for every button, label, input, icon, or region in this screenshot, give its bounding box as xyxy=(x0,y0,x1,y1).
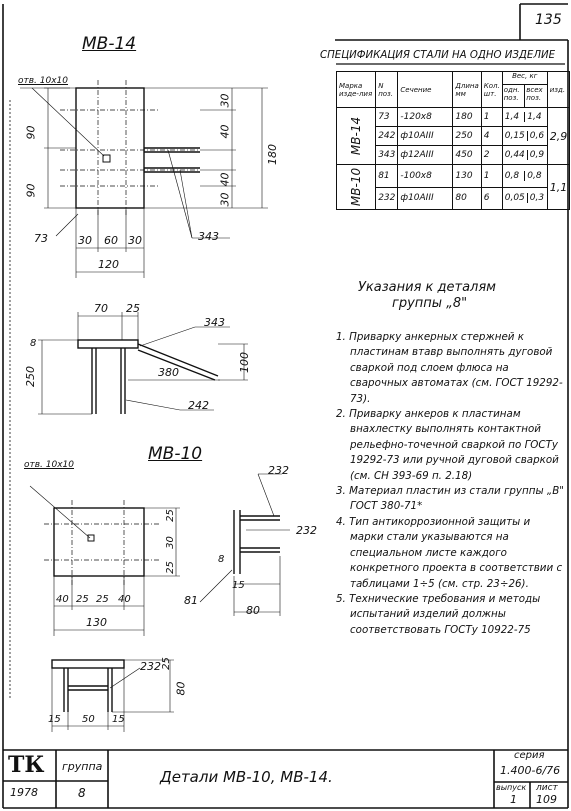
leader-label: 242 xyxy=(188,399,209,412)
table-cell: -100х8 xyxy=(398,165,453,188)
table-cell: 2 xyxy=(481,146,502,165)
dim: 130 xyxy=(86,616,107,629)
spec-header-ves xyxy=(502,72,547,108)
note-item: 1. Приварку анкерных стержней к пластинам втавр выполнять дуговой сваркой под слоем флюса на сварочных автоматах (см. ГОСТ 19292-73). xyxy=(336,331,563,405)
dim: 30 xyxy=(218,93,232,108)
drawing-title: Детали МВ-10, МВ-14. xyxy=(160,768,333,786)
mb14-side-plate xyxy=(78,340,138,348)
notes-list xyxy=(336,330,566,638)
tk-label: ТК xyxy=(8,752,45,778)
table-cell: 1,4 xyxy=(503,112,526,122)
spec-marka-mb10: МВ-10 xyxy=(349,167,364,207)
sheet-label: лист xyxy=(536,783,558,793)
table-cell: 130 xyxy=(453,165,481,188)
table-cell: 232 xyxy=(376,187,398,210)
dim: 80 xyxy=(174,681,188,696)
notes-heading-line2: группы „8" xyxy=(392,296,468,311)
leader-label: 232 xyxy=(140,660,161,673)
note-item: 2. Приварку анкеров к пластинам внахлестку выполнять контактной рельефно-точечной сваркой по ГОСТу 19292-73 или ручной дуговой сваркой (см. СН 393-69 п. 2.18) xyxy=(336,408,559,482)
mb14-hole-label: отв. 10х10 xyxy=(18,76,69,86)
note-item: 3. Материал пластин из стали группы „В" ГОСТ 380-71* xyxy=(336,485,564,513)
leader-label: 232 xyxy=(268,464,289,477)
table-cell: 0,8 xyxy=(503,171,526,181)
year: 1978 xyxy=(10,786,38,799)
table-cell: 0,8 xyxy=(527,170,542,181)
spec-table xyxy=(336,71,570,210)
dim: 25 xyxy=(164,509,176,522)
table-cell: 0,44 xyxy=(503,150,528,160)
dim: 80 xyxy=(246,604,260,617)
leader-label: 232 xyxy=(296,524,317,537)
spec-header-odn: одн. поз. xyxy=(503,85,526,107)
mb14-title: МВ-14 xyxy=(82,34,137,54)
issue-label: выпуск xyxy=(496,783,527,792)
dim: 15 xyxy=(232,580,245,591)
spec-header-vseh: всех поз. xyxy=(526,86,543,102)
spec-header-kol: Кол. шт. xyxy=(481,72,502,108)
dim: 100 xyxy=(238,352,251,373)
table-cell: 0,15 xyxy=(503,131,528,141)
leader-label: 73 xyxy=(34,232,48,245)
table-cell: ф10АIII xyxy=(398,127,453,146)
leader-label: 343 xyxy=(198,230,219,243)
series-value: 1.400-6/76 xyxy=(500,764,561,777)
spec-total-mb14: 2,9 xyxy=(547,108,570,165)
series-label: серия xyxy=(514,750,545,761)
dim: 25 xyxy=(126,302,140,315)
dim: 30 xyxy=(164,536,176,549)
table-cell: 180 xyxy=(453,108,481,127)
dim: 30 xyxy=(78,234,92,247)
table-cell: 81 xyxy=(376,165,398,188)
leader-label: 343 xyxy=(204,316,225,329)
dim: 25 xyxy=(96,594,109,605)
dim: 40 xyxy=(56,594,69,605)
spec-header-npoz: N поз. xyxy=(376,72,398,108)
table-cell: 0,9 xyxy=(529,150,545,160)
leader-label: 81 xyxy=(184,594,198,607)
sheet-value: 109 xyxy=(536,793,557,806)
mb10-side-plate xyxy=(52,660,124,668)
note-item: 5. Технические требования и методы испытаний изделий должны соответствовать ГОСТу 10922-75 xyxy=(336,592,541,636)
dim: 60 xyxy=(104,234,118,247)
dim: 90 xyxy=(24,125,38,140)
dim: 250 xyxy=(24,366,37,387)
mb14-plate xyxy=(76,88,144,208)
table-cell: 250 xyxy=(453,127,481,146)
table-cell: 343 xyxy=(376,146,398,165)
spec-header-sech: Сечение xyxy=(398,72,453,108)
spec-header-marka: Марка изде-лия xyxy=(337,72,376,108)
spec-header-ves-label: Вес, кг xyxy=(503,72,547,85)
notes-heading-line1: Указания к деталям xyxy=(358,280,496,295)
table-cell: 6 xyxy=(481,187,502,210)
dim: 30 xyxy=(218,192,232,207)
spec-header-dlina: Длина мм xyxy=(453,72,481,108)
dim: 70 xyxy=(94,302,108,315)
table-cell: 73 xyxy=(376,108,398,127)
table-cell: 1 xyxy=(481,108,502,127)
note-item: 4. Тип антикоррозионной защиты и марки стали указываются на специальном листе каждого конкретного проекта в соответствии с таблицами 1÷5 (см. стр. 23÷26). xyxy=(336,515,563,590)
dim: 15 xyxy=(48,714,61,725)
dim: 180 xyxy=(266,144,279,165)
spec-marka-mb14: МВ-14 xyxy=(349,116,364,156)
group-label: группа xyxy=(62,760,103,773)
table-row xyxy=(337,165,570,188)
dim: 40 xyxy=(118,594,131,605)
mb10-title: МВ-10 xyxy=(148,444,203,464)
dim: 25 xyxy=(76,594,89,605)
dim: 25 xyxy=(164,561,176,574)
dim: 120 xyxy=(98,258,119,271)
table-cell: 4 xyxy=(481,127,502,146)
dim: 25 xyxy=(160,657,172,670)
page-number: 135 xyxy=(535,12,562,28)
spec-title: СПЕЦИФИКАЦИЯ СТАЛИ НА ОДНО ИЗДЕЛИЕ xyxy=(320,50,556,61)
dim: 30 xyxy=(128,234,142,247)
table-cell: 242 xyxy=(376,127,398,146)
group-value: 8 xyxy=(78,786,86,800)
dim: 8 xyxy=(30,338,37,349)
table-cell: 0,3 xyxy=(529,193,545,204)
spec-total-mb10: 1,1 xyxy=(547,165,570,210)
dim: 8 xyxy=(218,554,225,565)
leader-label: 380 xyxy=(158,366,179,379)
table-cell: 450 xyxy=(453,146,481,165)
dim: 40 xyxy=(218,172,232,187)
table-cell: 0,05 xyxy=(503,193,528,203)
dim: 40 xyxy=(218,124,232,139)
dim: 50 xyxy=(82,714,95,725)
table-cell: ф10АIII xyxy=(398,187,453,210)
dim: 90 xyxy=(24,183,38,198)
table-cell: -120х8 xyxy=(398,108,453,127)
table-cell: 1 xyxy=(481,165,502,188)
table-cell: 0,6 xyxy=(529,131,545,141)
mb10-hole-label: отв. 10х10 xyxy=(24,460,75,470)
dim: 15 xyxy=(112,714,125,725)
table-cell: 80 xyxy=(453,187,481,210)
table-cell: ф12АIII xyxy=(398,146,453,165)
issue-value: 1 xyxy=(510,793,517,806)
table-cell: 1,4 xyxy=(527,112,542,122)
spec-header-izd: изд. xyxy=(547,72,570,108)
table-row xyxy=(337,108,570,127)
